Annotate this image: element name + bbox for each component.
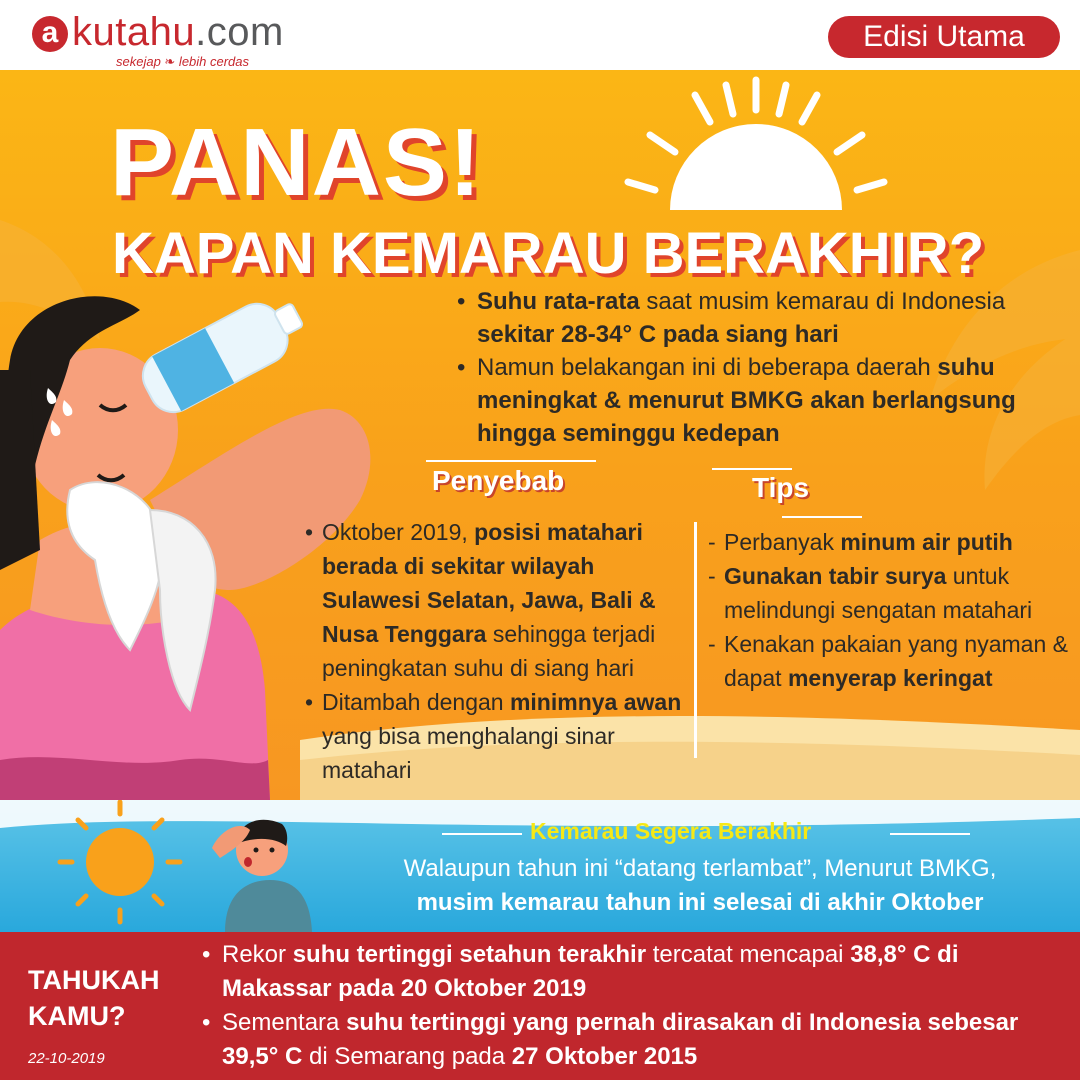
causes-list (305, 515, 695, 787)
band-line-2: musim kemarau tahun ini selesai di akhir Oktober (416, 889, 984, 916)
logo-domain: .com (195, 10, 284, 54)
fact-item: • Rekor suhu tertinggi setahun terakhir tercatat mencapai 38,8° C di Makassar pada 20 Oktober 2019 (200, 938, 1070, 1006)
band-title-rule-left (442, 833, 522, 835)
fact-item: • Sementara suhu tertinggi yang pernah dirasakan di Indonesia sebesar 39,5° C di Semarang pada 27 Oktober 2015 (200, 1006, 1070, 1074)
tips-item: - Perbanyak minum air putih (708, 525, 1078, 559)
info-band (0, 800, 1080, 932)
logo-mark: a (32, 16, 68, 52)
band-title: Kemarau Segera Berakhir (530, 818, 812, 844)
publish-date: 22-10-2019 (28, 1050, 105, 1067)
logo-wordmark (72, 10, 284, 55)
header (0, 0, 1080, 70)
tips-heading-rule-bottom (782, 516, 862, 518)
intro-list (455, 285, 1055, 450)
sun-icon (628, 80, 884, 210)
logo-tagline: sekejap ❧ lebih cerdas (116, 54, 250, 69)
edition-badge: Edisi Utama (828, 16, 1060, 58)
tips-list (708, 525, 1078, 695)
tips-item: - Gunakan tabir surya untuk melindungi sengatan matahari (708, 559, 1078, 627)
facts-list (200, 938, 1070, 1074)
page-subtitle: KAPAN KEMARAU BERAKHIR? (112, 221, 985, 286)
tips-heading-rule-top (712, 468, 792, 470)
intro-item: • Suhu rata-rata saat musim kemarau di Indonesia sekitar 28-34° C pada siang hari (455, 285, 1055, 351)
logo-name: kutahu (72, 10, 196, 54)
causes-heading-rule (426, 460, 596, 462)
band-title-rule-right (890, 833, 970, 835)
main-panel (0, 70, 1080, 800)
did-you-know-heading: TAHUKAH KAMU? (28, 965, 160, 1031)
band-text (340, 852, 1060, 920)
tips-heading: Tips (752, 472, 810, 503)
intro-item: • Namun belakangan ini di beberapa daerah suhu meningkat & menurut BMKG akan berlangsung hingga seminggu kedepan (455, 351, 1055, 450)
did-you-know-footer (0, 932, 1080, 1080)
page-title: PANAS! (110, 109, 483, 216)
column-divider (694, 522, 697, 758)
causes-item: • Ditambah dengan minimnya awan yang bisa menghalangi sinar matahari (305, 685, 695, 787)
tips-item: - Kenakan pakaian yang nyaman & dapat menyerap keringat (708, 627, 1078, 695)
water-bottle-icon (134, 287, 311, 421)
boy-sweating-illustration (212, 820, 312, 932)
causes-item: • Oktober 2019, posisi matahari berada di sekitar wilayah Sulawesi Selatan, Jawa, Bali & Nusa Tenggara sehingga terjadi peningkatan suhu di siang hari (305, 515, 695, 685)
causes-heading: Penyebab (432, 465, 565, 496)
band-line-1: Walaupun tahun ini “datang terlambat”, Menurut BMKG, (403, 855, 997, 882)
